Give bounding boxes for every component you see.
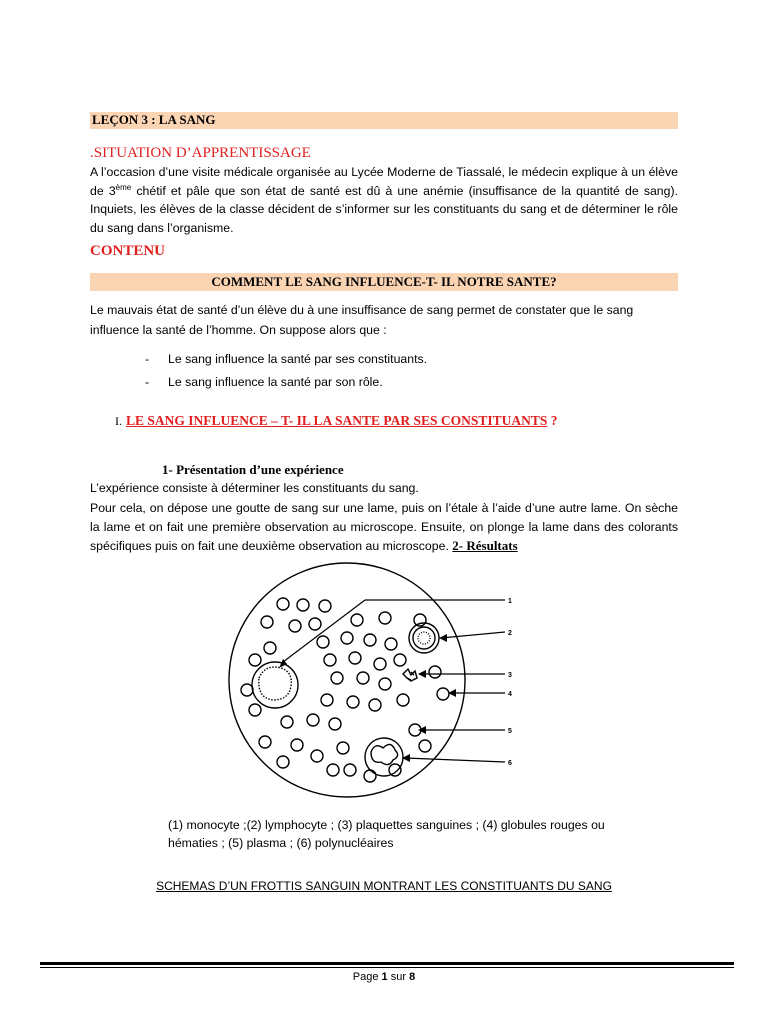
section-title: LE SANG INFLUENCE – T- IL LA SANTE PAR SES CONSTITUANTS xyxy=(126,413,548,428)
polynuclear-cell xyxy=(365,738,403,776)
diagram-label-6: 6 xyxy=(508,760,512,767)
question-title: COMMENT LE SANG INFLUENCE-T- IL NOTRE SANTE? xyxy=(211,274,557,289)
page-current: 1 xyxy=(381,971,388,983)
situation-text-before: A l’occasion d’une visite médicale organisée au Lycée Moderne de Tiassalé, le médecin explique à un élève de 3 xyxy=(90,165,678,198)
situation-heading: .SITUATION D’APPRENTISSAGE xyxy=(90,145,311,161)
diagram-label-1: 1 xyxy=(508,598,512,605)
platelets xyxy=(403,669,417,681)
footer-rule xyxy=(40,962,734,965)
diagram-label-2: 2 xyxy=(508,630,512,637)
hypothesis-dash: - xyxy=(145,352,150,366)
section-number: I. xyxy=(115,414,122,428)
situation-text-after: chétif et pâle que son état de santé est dû à une anémie (insuffisance de la quantité de sang). Inquiets, les élèves de la classe décident de s’informer sur les constituants du sang et de déterminer le rôle du sang dans l’organisme. xyxy=(90,183,678,235)
monocyte-cell xyxy=(252,662,298,708)
experiment-intro: L’expérience consiste à déterminer les constituants du sang. xyxy=(90,481,419,495)
diagram-label-5: 5 xyxy=(508,728,512,735)
intro-paragraph: Le mauvais état de santé d’un élève du à une insuffisance de sang permet de constater que le sang influence la santé de l’homme. On suppose alors que : xyxy=(90,303,634,337)
section-question-mark: ? xyxy=(547,413,558,428)
hypothesis-text: Le sang influence la santé par son rôle. xyxy=(168,375,383,389)
experiment-paragraph xyxy=(90,499,678,555)
results-label: 2- Résultats xyxy=(452,537,518,553)
page-total: 8 xyxy=(409,971,416,983)
page-prefix: Page xyxy=(352,971,382,983)
page-mid: sur xyxy=(387,971,410,983)
lesson-title: LEÇON 3 : LA SANG xyxy=(92,112,216,127)
footer-rule-thin xyxy=(40,967,734,968)
label-lines xyxy=(283,600,505,762)
hypothesis-text: Le sang influence la santé par ses constituants. xyxy=(168,352,428,366)
diagram-legend: (1) monocyte ;(2) lymphocyte ; (3) plaquettes sanguines ; (4) globules rouges ou hématies ; (5) plasma ; (6) polynucléaires xyxy=(168,818,605,850)
subsection-title: 1- Présentation d’une expérience xyxy=(162,462,344,477)
situation-sup: ème xyxy=(115,182,132,192)
lymphocyte-cell xyxy=(409,623,439,653)
page-number xyxy=(0,971,768,983)
hypothesis-dash: - xyxy=(145,375,150,389)
diagram-label-3: 3 xyxy=(508,672,512,679)
diagram-label-4: 4 xyxy=(508,691,512,698)
experiment-text: Pour cela, on dépose une goutte de sang sur une lame, puis on l’étale à l’aide d’une autre lame. On sèche la lame et on fait une première observation au microscope. Ensuite, on plonge la lame dans des colorants spécifiques puis on fait une deuxième observation au microscope. xyxy=(90,501,678,553)
smear-field xyxy=(229,563,465,797)
section-heading xyxy=(115,412,558,430)
content-heading: CONTENU xyxy=(90,243,166,259)
situation-paragraph xyxy=(90,163,678,237)
blood-smear-diagram xyxy=(225,560,525,800)
red-blood-cells xyxy=(241,598,449,782)
figure-caption: SCHEMAS D’UN FROTTIS SANGUIN MONTRANT LES CONSTITUANTS DU SANG xyxy=(156,879,612,893)
